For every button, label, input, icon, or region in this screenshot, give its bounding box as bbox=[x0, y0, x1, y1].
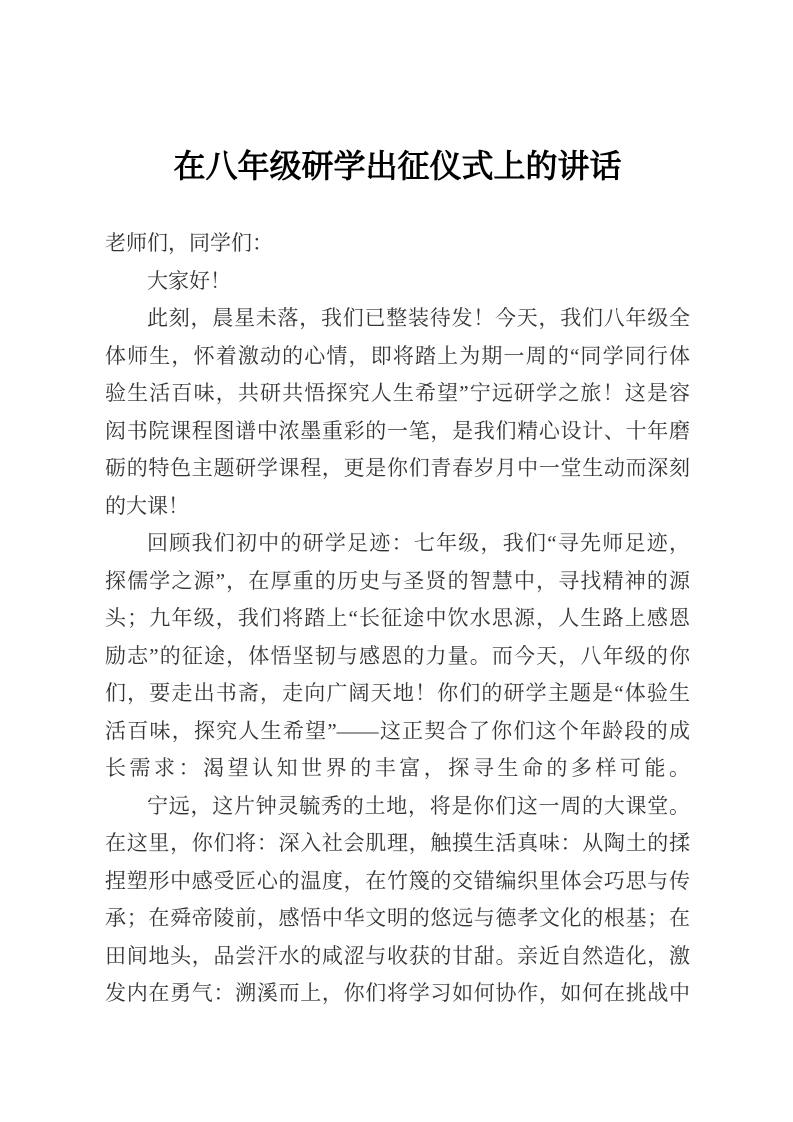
body-text-line: 长需求：渴望认知世界的丰富，探寻生命的多样可能。 bbox=[105, 756, 690, 780]
body-text-line: 老师们，同学们： bbox=[105, 231, 273, 255]
body-text-line: 闳书院课程图谱中浓墨重彩的一笔，是我们精心设计、十年磨 bbox=[105, 418, 690, 443]
body-text-line: 回顾我们初中的研学足迹：七年级，我们“寻先师足迹， bbox=[147, 531, 690, 555]
document-title: 在八年级研学出征仪式上的讲话 bbox=[173, 148, 622, 184]
body-text-line: 砺的特色主题研学课程，更是你们青春岁月中一堂生动而深刻 bbox=[105, 456, 690, 480]
document-body bbox=[105, 225, 690, 1013]
body-text-line: 发内在勇气：溯溪而上，你们将学习如何协作，如何在挑战中 bbox=[105, 981, 690, 1005]
body-text-line: 在这里，你们将：深入社会肌理，触摸生活真味：从陶土的揉 bbox=[105, 831, 690, 855]
body-text-line: 活百味，探究人生希望”——这正契合了你们这个年龄段的成 bbox=[105, 718, 690, 743]
body-text-line: 的大课！ bbox=[105, 493, 189, 518]
body-text-line: 捏塑形中感受匠心的温度，在竹篾的交错编织里体会巧思与传 bbox=[105, 868, 690, 893]
body-text-line: 们，要走出书斋，走向广阔天地！你们的研学主题是“体验生 bbox=[105, 681, 690, 705]
body-text-line: 田间地头，品尝汗水的咸涩与收获的甘甜。亲近自然造化，激 bbox=[105, 943, 690, 968]
body-text-line: 探儒学之源”，在厚重的历史与圣贤的智慧中，寻找精神的源 bbox=[105, 568, 690, 593]
body-text-line: 励志”的征途，体悟坚韧与感恩的力量。而今天，八年级的你 bbox=[105, 643, 690, 668]
body-text-line: 宁远，这片钟灵毓秀的土地，将是你们这一周的大课堂。 bbox=[147, 793, 690, 818]
body-text-line: 头；九年级，我们将踏上“长征途中饮水思源，人生路上感恩 bbox=[105, 606, 690, 630]
body-text-line: 大家好！ bbox=[147, 268, 231, 293]
body-text-line: 此刻，晨星未落，我们已整装待发！今天，我们八年级全 bbox=[147, 306, 690, 330]
body-text-line: 体师生，怀着激动的心情，即将踏上为期一周的“同学同行体 bbox=[105, 343, 690, 368]
body-text-line: 验生活百味，共研共悟探究人生希望”宁远研学之旅！这是容 bbox=[105, 381, 690, 405]
body-text-line: 承；在舜帝陵前，感悟中华文明的悠远与德孝文化的根基；在 bbox=[105, 906, 690, 930]
